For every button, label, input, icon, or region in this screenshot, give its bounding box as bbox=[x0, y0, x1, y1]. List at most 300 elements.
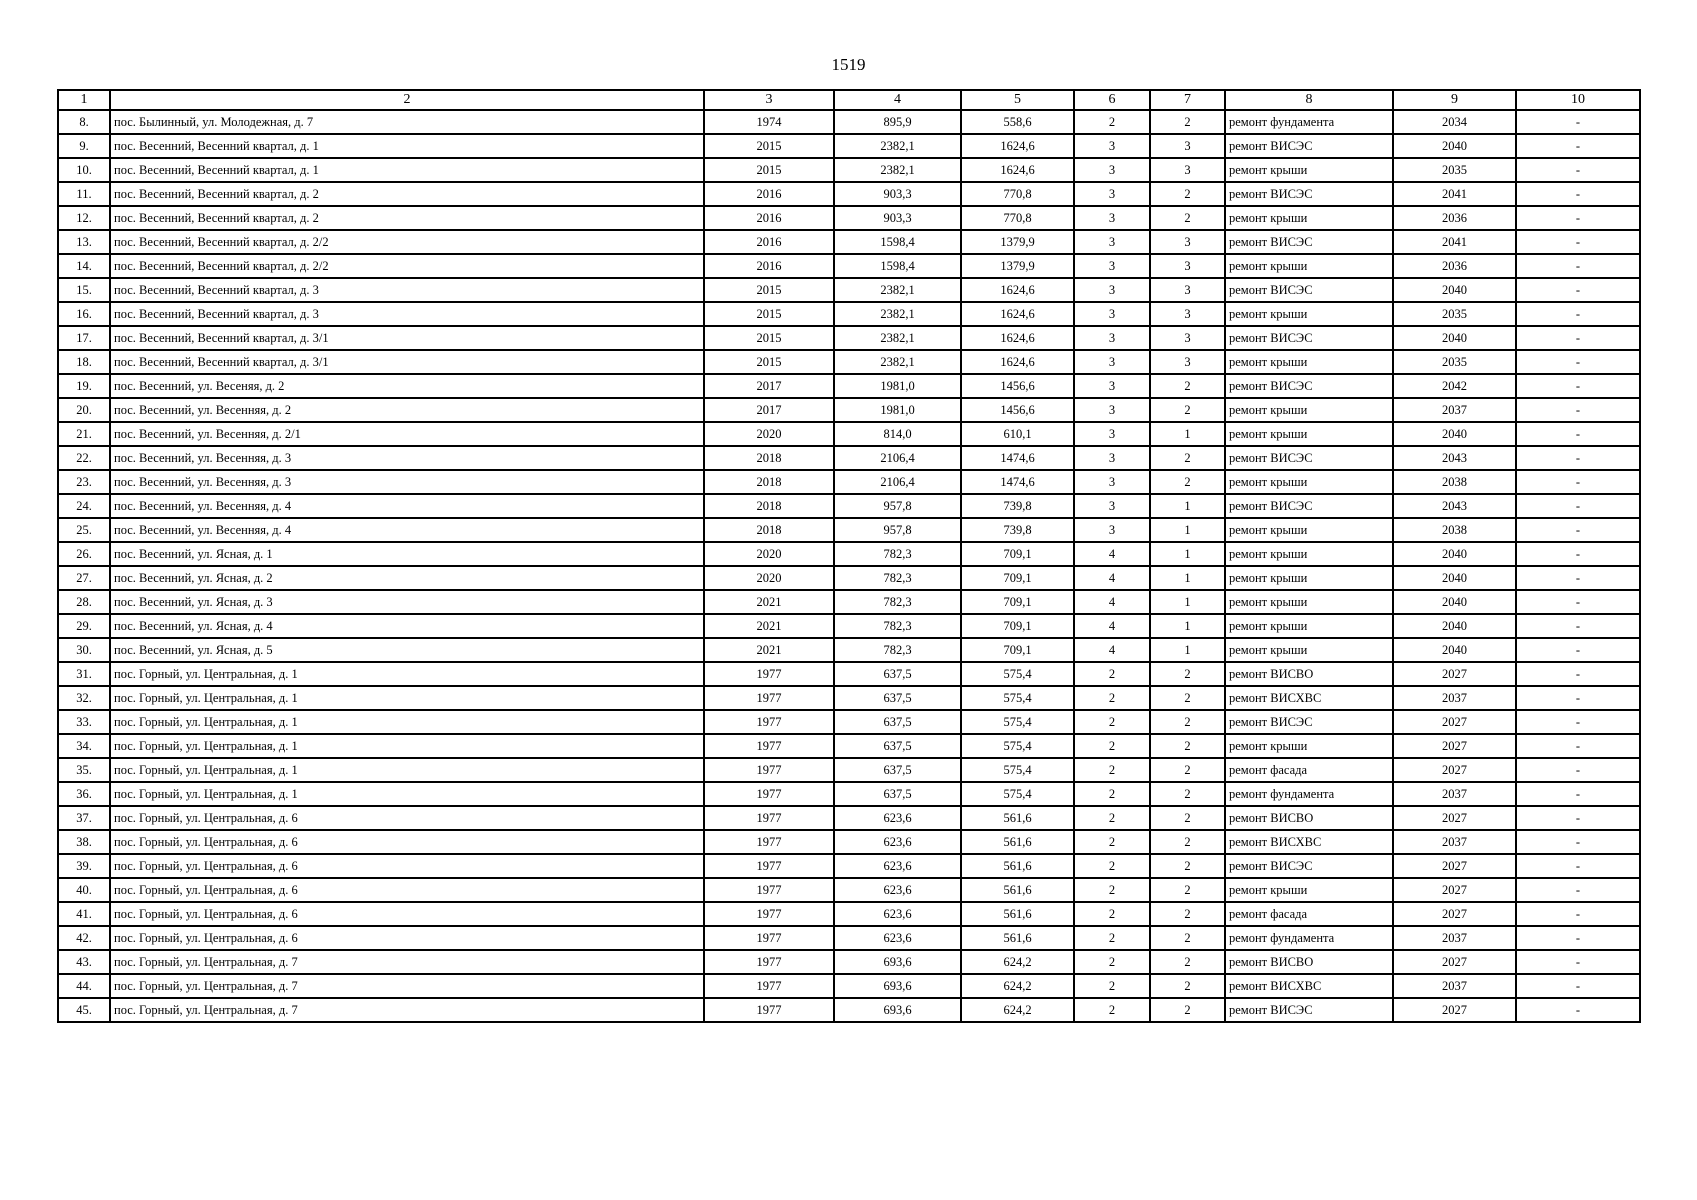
table-row bbox=[58, 374, 1640, 398]
year-cell: 2016 bbox=[704, 230, 834, 254]
table-row bbox=[58, 230, 1640, 254]
entrances-cell: 2 bbox=[1150, 398, 1225, 422]
note-cell: - bbox=[1516, 446, 1640, 470]
table-row bbox=[58, 302, 1640, 326]
floors-cell: 3 bbox=[1074, 302, 1150, 326]
year-cell: 2020 bbox=[704, 542, 834, 566]
address-cell: пос. Горный, ул. Центральная, д. 1 bbox=[110, 782, 704, 806]
planned-year-cell: 2036 bbox=[1393, 254, 1516, 278]
living-area-cell: 624,2 bbox=[961, 998, 1074, 1022]
total-area-cell: 693,6 bbox=[834, 950, 961, 974]
total-area-cell: 623,6 bbox=[834, 854, 961, 878]
note-cell: - bbox=[1516, 926, 1640, 950]
total-area-cell: 782,3 bbox=[834, 542, 961, 566]
address-cell: пос. Весенний, Весенний квартал, д. 1 bbox=[110, 158, 704, 182]
total-area-cell: 782,3 bbox=[834, 590, 961, 614]
row-number-cell: 33. bbox=[58, 710, 110, 734]
year-cell: 2015 bbox=[704, 302, 834, 326]
floors-cell: 2 bbox=[1074, 878, 1150, 902]
entrances-cell: 2 bbox=[1150, 974, 1225, 998]
row-number-cell: 27. bbox=[58, 566, 110, 590]
living-area-cell: 561,6 bbox=[961, 902, 1074, 926]
year-cell: 2015 bbox=[704, 134, 834, 158]
row-number-cell: 30. bbox=[58, 638, 110, 662]
planned-year-cell: 2034 bbox=[1393, 110, 1516, 134]
planned-year-cell: 2040 bbox=[1393, 422, 1516, 446]
total-area-cell: 637,5 bbox=[834, 758, 961, 782]
floors-cell: 3 bbox=[1074, 374, 1150, 398]
column-header: 2 bbox=[110, 90, 704, 110]
total-area-cell: 2382,1 bbox=[834, 350, 961, 374]
address-cell: пос. Горный, ул. Центральная, д. 7 bbox=[110, 974, 704, 998]
planned-year-cell: 2037 bbox=[1393, 398, 1516, 422]
planned-year-cell: 2040 bbox=[1393, 566, 1516, 590]
total-area-cell: 2382,1 bbox=[834, 134, 961, 158]
address-cell: пос. Весенний, Весенний квартал, д. 3 bbox=[110, 278, 704, 302]
year-cell: 2018 bbox=[704, 494, 834, 518]
planned-year-cell: 2035 bbox=[1393, 302, 1516, 326]
table-row bbox=[58, 686, 1640, 710]
year-cell: 1977 bbox=[704, 830, 834, 854]
note-cell: - bbox=[1516, 302, 1640, 326]
row-number-cell: 11. bbox=[58, 182, 110, 206]
planned-year-cell: 2037 bbox=[1393, 782, 1516, 806]
work-type-cell: ремонт крыши bbox=[1225, 614, 1393, 638]
year-cell: 2020 bbox=[704, 422, 834, 446]
planned-year-cell: 2037 bbox=[1393, 926, 1516, 950]
entrances-cell: 2 bbox=[1150, 902, 1225, 926]
floors-cell: 2 bbox=[1074, 782, 1150, 806]
work-type-cell: ремонт крыши bbox=[1225, 734, 1393, 758]
row-number-cell: 13. bbox=[58, 230, 110, 254]
entrances-cell: 3 bbox=[1150, 230, 1225, 254]
living-area-cell: 1474,6 bbox=[961, 446, 1074, 470]
work-type-cell: ремонт крыши bbox=[1225, 518, 1393, 542]
address-cell: пос. Весенний, ул. Ясная, д. 2 bbox=[110, 566, 704, 590]
row-number-cell: 28. bbox=[58, 590, 110, 614]
total-area-cell: 957,8 bbox=[834, 494, 961, 518]
note-cell: - bbox=[1516, 806, 1640, 830]
year-cell: 2021 bbox=[704, 590, 834, 614]
planned-year-cell: 2027 bbox=[1393, 878, 1516, 902]
row-number-cell: 39. bbox=[58, 854, 110, 878]
address-cell: пос. Весенний, ул. Весенняя, д. 3 bbox=[110, 446, 704, 470]
floors-cell: 2 bbox=[1074, 998, 1150, 1022]
living-area-cell: 1456,6 bbox=[961, 398, 1074, 422]
floors-cell: 3 bbox=[1074, 470, 1150, 494]
table-row bbox=[58, 878, 1640, 902]
address-cell: пос. Весенний, Весенний квартал, д. 1 bbox=[110, 134, 704, 158]
living-area-cell: 575,4 bbox=[961, 782, 1074, 806]
floors-cell: 3 bbox=[1074, 350, 1150, 374]
table-row bbox=[58, 854, 1640, 878]
planned-year-cell: 2043 bbox=[1393, 446, 1516, 470]
row-number-cell: 9. bbox=[58, 134, 110, 158]
column-header: 6 bbox=[1074, 90, 1150, 110]
address-cell: пос. Весенний, ул. Ясная, д. 5 bbox=[110, 638, 704, 662]
note-cell: - bbox=[1516, 542, 1640, 566]
table-row bbox=[58, 614, 1640, 638]
living-area-cell: 1624,6 bbox=[961, 134, 1074, 158]
entrances-cell: 2 bbox=[1150, 830, 1225, 854]
total-area-cell: 2106,4 bbox=[834, 446, 961, 470]
planned-year-cell: 2040 bbox=[1393, 614, 1516, 638]
table-row bbox=[58, 662, 1640, 686]
living-area-cell: 561,6 bbox=[961, 878, 1074, 902]
year-cell: 1977 bbox=[704, 782, 834, 806]
note-cell: - bbox=[1516, 398, 1640, 422]
floors-cell: 3 bbox=[1074, 398, 1150, 422]
row-number-cell: 12. bbox=[58, 206, 110, 230]
row-number-cell: 45. bbox=[58, 998, 110, 1022]
note-cell: - bbox=[1516, 374, 1640, 398]
entrances-cell: 3 bbox=[1150, 278, 1225, 302]
planned-year-cell: 2027 bbox=[1393, 950, 1516, 974]
table-row bbox=[58, 350, 1640, 374]
note-cell: - bbox=[1516, 254, 1640, 278]
planned-year-cell: 2036 bbox=[1393, 206, 1516, 230]
floors-cell: 2 bbox=[1074, 734, 1150, 758]
total-area-cell: 623,6 bbox=[834, 902, 961, 926]
total-area-cell: 2382,1 bbox=[834, 158, 961, 182]
total-area-cell: 1598,4 bbox=[834, 254, 961, 278]
work-type-cell: ремонт ВИСВО bbox=[1225, 950, 1393, 974]
entrances-cell: 2 bbox=[1150, 758, 1225, 782]
note-cell: - bbox=[1516, 614, 1640, 638]
note-cell: - bbox=[1516, 974, 1640, 998]
floors-cell: 3 bbox=[1074, 230, 1150, 254]
total-area-cell: 623,6 bbox=[834, 926, 961, 950]
entrances-cell: 3 bbox=[1150, 254, 1225, 278]
planned-year-cell: 2027 bbox=[1393, 806, 1516, 830]
row-number-cell: 19. bbox=[58, 374, 110, 398]
row-number-cell: 35. bbox=[58, 758, 110, 782]
row-number-cell: 8. bbox=[58, 110, 110, 134]
planned-year-cell: 2037 bbox=[1393, 974, 1516, 998]
year-cell: 1977 bbox=[704, 710, 834, 734]
row-number-cell: 18. bbox=[58, 350, 110, 374]
entrances-cell: 2 bbox=[1150, 998, 1225, 1022]
note-cell: - bbox=[1516, 278, 1640, 302]
row-number-cell: 44. bbox=[58, 974, 110, 998]
work-type-cell: ремонт ВИСЭС bbox=[1225, 446, 1393, 470]
table-row bbox=[58, 710, 1640, 734]
entrances-cell: 3 bbox=[1150, 158, 1225, 182]
planned-year-cell: 2035 bbox=[1393, 350, 1516, 374]
note-cell: - bbox=[1516, 566, 1640, 590]
row-number-cell: 40. bbox=[58, 878, 110, 902]
work-type-cell: ремонт фундамента bbox=[1225, 926, 1393, 950]
planned-year-cell: 2037 bbox=[1393, 686, 1516, 710]
table-row bbox=[58, 806, 1640, 830]
table-row bbox=[58, 182, 1640, 206]
address-cell: пос. Горный, ул. Центральная, д. 6 bbox=[110, 854, 704, 878]
planned-year-cell: 2035 bbox=[1393, 158, 1516, 182]
table-body bbox=[58, 110, 1640, 1022]
floors-cell: 3 bbox=[1074, 326, 1150, 350]
floors-cell: 4 bbox=[1074, 614, 1150, 638]
total-area-cell: 637,5 bbox=[834, 734, 961, 758]
year-cell: 1977 bbox=[704, 806, 834, 830]
note-cell: - bbox=[1516, 182, 1640, 206]
entrances-cell: 1 bbox=[1150, 614, 1225, 638]
total-area-cell: 693,6 bbox=[834, 998, 961, 1022]
row-number-cell: 31. bbox=[58, 662, 110, 686]
note-cell: - bbox=[1516, 422, 1640, 446]
total-area-cell: 2382,1 bbox=[834, 302, 961, 326]
year-cell: 2021 bbox=[704, 638, 834, 662]
total-area-cell: 2382,1 bbox=[834, 326, 961, 350]
work-type-cell: ремонт фундамента bbox=[1225, 110, 1393, 134]
table-row bbox=[58, 422, 1640, 446]
work-type-cell: ремонт фасада bbox=[1225, 902, 1393, 926]
note-cell: - bbox=[1516, 878, 1640, 902]
table-row bbox=[58, 446, 1640, 470]
table-row bbox=[58, 830, 1640, 854]
living-area-cell: 709,1 bbox=[961, 638, 1074, 662]
entrances-cell: 3 bbox=[1150, 134, 1225, 158]
total-area-cell: 623,6 bbox=[834, 830, 961, 854]
living-area-cell: 739,8 bbox=[961, 494, 1074, 518]
total-area-cell: 637,5 bbox=[834, 710, 961, 734]
living-area-cell: 739,8 bbox=[961, 518, 1074, 542]
page-number: 1519 bbox=[831, 55, 866, 74]
address-cell: пос. Весенний, ул. Ясная, д. 3 bbox=[110, 590, 704, 614]
note-cell: - bbox=[1516, 350, 1640, 374]
living-area-cell: 561,6 bbox=[961, 806, 1074, 830]
work-type-cell: ремонт ВИСЭС bbox=[1225, 998, 1393, 1022]
entrances-cell: 3 bbox=[1150, 302, 1225, 326]
planned-year-cell: 2041 bbox=[1393, 182, 1516, 206]
row-number-cell: 26. bbox=[58, 542, 110, 566]
note-cell: - bbox=[1516, 902, 1640, 926]
year-cell: 2017 bbox=[704, 374, 834, 398]
year-cell: 2018 bbox=[704, 470, 834, 494]
note-cell: - bbox=[1516, 134, 1640, 158]
living-area-cell: 624,2 bbox=[961, 950, 1074, 974]
total-area-cell: 2382,1 bbox=[834, 278, 961, 302]
work-type-cell: ремонт ВИСЭС bbox=[1225, 326, 1393, 350]
address-cell: пос. Горный, ул. Центральная, д. 1 bbox=[110, 662, 704, 686]
note-cell: - bbox=[1516, 110, 1640, 134]
row-number-cell: 20. bbox=[58, 398, 110, 422]
total-area-cell: 782,3 bbox=[834, 566, 961, 590]
table-row bbox=[58, 470, 1640, 494]
total-area-cell: 1598,4 bbox=[834, 230, 961, 254]
table-row bbox=[58, 902, 1640, 926]
entrances-cell: 3 bbox=[1150, 326, 1225, 350]
year-cell: 1977 bbox=[704, 926, 834, 950]
note-cell: - bbox=[1516, 998, 1640, 1022]
work-type-cell: ремонт ВИСХВС bbox=[1225, 686, 1393, 710]
table-row bbox=[58, 782, 1640, 806]
year-cell: 1977 bbox=[704, 686, 834, 710]
address-cell: пос. Горный, ул. Центральная, д. 6 bbox=[110, 878, 704, 902]
entrances-cell: 1 bbox=[1150, 566, 1225, 590]
work-type-cell: ремонт ВИСЭС bbox=[1225, 494, 1393, 518]
planned-year-cell: 2040 bbox=[1393, 134, 1516, 158]
living-area-cell: 709,1 bbox=[961, 590, 1074, 614]
planned-year-cell: 2027 bbox=[1393, 662, 1516, 686]
address-cell: пос. Весенний, ул. Весенняя, д. 2/1 bbox=[110, 422, 704, 446]
floors-cell: 2 bbox=[1074, 686, 1150, 710]
note-cell: - bbox=[1516, 734, 1640, 758]
row-number-cell: 43. bbox=[58, 950, 110, 974]
work-type-cell: ремонт ВИСХВС bbox=[1225, 974, 1393, 998]
work-type-cell: ремонт крыши bbox=[1225, 590, 1393, 614]
note-cell: - bbox=[1516, 710, 1640, 734]
total-area-cell: 623,6 bbox=[834, 806, 961, 830]
work-type-cell: ремонт крыши bbox=[1225, 398, 1393, 422]
address-cell: пос. Весенний, ул. Весенняя, д. 4 bbox=[110, 494, 704, 518]
living-area-cell: 1624,6 bbox=[961, 350, 1074, 374]
entrances-cell: 2 bbox=[1150, 662, 1225, 686]
floors-cell: 3 bbox=[1074, 278, 1150, 302]
work-type-cell: ремонт крыши bbox=[1225, 158, 1393, 182]
row-number-cell: 32. bbox=[58, 686, 110, 710]
table-row bbox=[58, 950, 1640, 974]
address-cell: пос. Весенний, Весенний квартал, д. 3/1 bbox=[110, 326, 704, 350]
planned-year-cell: 2040 bbox=[1393, 590, 1516, 614]
entrances-cell: 2 bbox=[1150, 182, 1225, 206]
planned-year-cell: 2027 bbox=[1393, 902, 1516, 926]
year-cell: 1974 bbox=[704, 110, 834, 134]
work-type-cell: ремонт ВИСЭС bbox=[1225, 710, 1393, 734]
table-row bbox=[58, 926, 1640, 950]
note-cell: - bbox=[1516, 590, 1640, 614]
total-area-cell: 1981,0 bbox=[834, 374, 961, 398]
living-area-cell: 1379,9 bbox=[961, 254, 1074, 278]
floors-cell: 3 bbox=[1074, 158, 1150, 182]
year-cell: 1977 bbox=[704, 734, 834, 758]
planned-year-cell: 2040 bbox=[1393, 326, 1516, 350]
entrances-cell: 2 bbox=[1150, 686, 1225, 710]
year-cell: 2016 bbox=[704, 182, 834, 206]
row-number-cell: 14. bbox=[58, 254, 110, 278]
row-number-cell: 10. bbox=[58, 158, 110, 182]
year-cell: 1977 bbox=[704, 902, 834, 926]
living-area-cell: 1379,9 bbox=[961, 230, 1074, 254]
entrances-cell: 2 bbox=[1150, 878, 1225, 902]
entrances-cell: 2 bbox=[1150, 470, 1225, 494]
living-area-cell: 610,1 bbox=[961, 422, 1074, 446]
entrances-cell: 1 bbox=[1150, 638, 1225, 662]
row-number-cell: 29. bbox=[58, 614, 110, 638]
year-cell: 1977 bbox=[704, 950, 834, 974]
living-area-cell: 709,1 bbox=[961, 614, 1074, 638]
total-area-cell: 903,3 bbox=[834, 182, 961, 206]
floors-cell: 3 bbox=[1074, 518, 1150, 542]
table-row bbox=[58, 542, 1640, 566]
total-area-cell: 623,6 bbox=[834, 878, 961, 902]
total-area-cell: 782,3 bbox=[834, 638, 961, 662]
address-cell: пос. Горный, ул. Центральная, д. 6 bbox=[110, 830, 704, 854]
living-area-cell: 575,4 bbox=[961, 758, 1074, 782]
address-cell: пос. Горный, ул. Центральная, д. 1 bbox=[110, 758, 704, 782]
planned-year-cell: 2040 bbox=[1393, 542, 1516, 566]
year-cell: 1977 bbox=[704, 662, 834, 686]
total-area-cell: 895,9 bbox=[834, 110, 961, 134]
floors-cell: 4 bbox=[1074, 638, 1150, 662]
year-cell: 2015 bbox=[704, 326, 834, 350]
note-cell: - bbox=[1516, 950, 1640, 974]
planned-year-cell: 2040 bbox=[1393, 278, 1516, 302]
planned-year-cell: 2043 bbox=[1393, 494, 1516, 518]
floors-cell: 2 bbox=[1074, 758, 1150, 782]
total-area-cell: 693,6 bbox=[834, 974, 961, 998]
total-area-cell: 637,5 bbox=[834, 782, 961, 806]
entrances-cell: 2 bbox=[1150, 806, 1225, 830]
column-header: 9 bbox=[1393, 90, 1516, 110]
entrances-cell: 2 bbox=[1150, 782, 1225, 806]
year-cell: 2016 bbox=[704, 206, 834, 230]
row-number-cell: 38. bbox=[58, 830, 110, 854]
entrances-cell: 2 bbox=[1150, 950, 1225, 974]
table-row bbox=[58, 278, 1640, 302]
table-row bbox=[58, 758, 1640, 782]
living-area-cell: 1624,6 bbox=[961, 278, 1074, 302]
row-number-cell: 25. bbox=[58, 518, 110, 542]
table-row bbox=[58, 134, 1640, 158]
living-area-cell: 558,6 bbox=[961, 110, 1074, 134]
address-cell: пос. Горный, ул. Центральная, д. 7 bbox=[110, 950, 704, 974]
address-cell: пос. Весенний, Весенний квартал, д. 3/1 bbox=[110, 350, 704, 374]
table-row bbox=[58, 734, 1640, 758]
row-number-cell: 36. bbox=[58, 782, 110, 806]
year-cell: 1977 bbox=[704, 854, 834, 878]
total-area-cell: 782,3 bbox=[834, 614, 961, 638]
address-cell: пос. Весенний, ул. Весенняя, д. 2 bbox=[110, 398, 704, 422]
total-area-cell: 903,3 bbox=[834, 206, 961, 230]
entrances-cell: 2 bbox=[1150, 854, 1225, 878]
planned-year-cell: 2040 bbox=[1393, 638, 1516, 662]
row-number-cell: 24. bbox=[58, 494, 110, 518]
row-number-cell: 41. bbox=[58, 902, 110, 926]
address-cell: пос. Весенний, ул. Ясная, д. 1 bbox=[110, 542, 704, 566]
floors-cell: 3 bbox=[1074, 206, 1150, 230]
entrances-cell: 1 bbox=[1150, 494, 1225, 518]
address-cell: пос. Весенний, ул. Весеняя, д. 2 bbox=[110, 374, 704, 398]
floors-cell: 3 bbox=[1074, 182, 1150, 206]
planned-year-cell: 2041 bbox=[1393, 230, 1516, 254]
address-cell: пос. Весенний, Весенний квартал, д. 3 bbox=[110, 302, 704, 326]
address-cell: пос. Весенний, ул. Весенняя, д. 4 bbox=[110, 518, 704, 542]
entrances-cell: 1 bbox=[1150, 518, 1225, 542]
work-type-cell: ремонт ВИСЭС bbox=[1225, 134, 1393, 158]
column-header: 3 bbox=[704, 90, 834, 110]
year-cell: 2015 bbox=[704, 278, 834, 302]
total-area-cell: 637,5 bbox=[834, 686, 961, 710]
floors-cell: 2 bbox=[1074, 950, 1150, 974]
row-number-cell: 16. bbox=[58, 302, 110, 326]
floors-cell: 2 bbox=[1074, 662, 1150, 686]
living-area-cell: 1624,6 bbox=[961, 326, 1074, 350]
living-area-cell: 709,1 bbox=[961, 542, 1074, 566]
entrances-cell: 2 bbox=[1150, 374, 1225, 398]
floors-cell: 2 bbox=[1074, 902, 1150, 926]
entrances-cell: 3 bbox=[1150, 350, 1225, 374]
work-type-cell: ремонт ВИСВО bbox=[1225, 662, 1393, 686]
floors-cell: 2 bbox=[1074, 830, 1150, 854]
work-type-cell: ремонт крыши bbox=[1225, 470, 1393, 494]
address-cell: пос. Горный, ул. Центральная, д. 1 bbox=[110, 710, 704, 734]
note-cell: - bbox=[1516, 206, 1640, 230]
work-type-cell: ремонт фасада bbox=[1225, 758, 1393, 782]
header-row bbox=[58, 90, 1640, 110]
planned-year-cell: 2042 bbox=[1393, 374, 1516, 398]
year-cell: 2016 bbox=[704, 254, 834, 278]
work-type-cell: ремонт ВИСХВС bbox=[1225, 830, 1393, 854]
